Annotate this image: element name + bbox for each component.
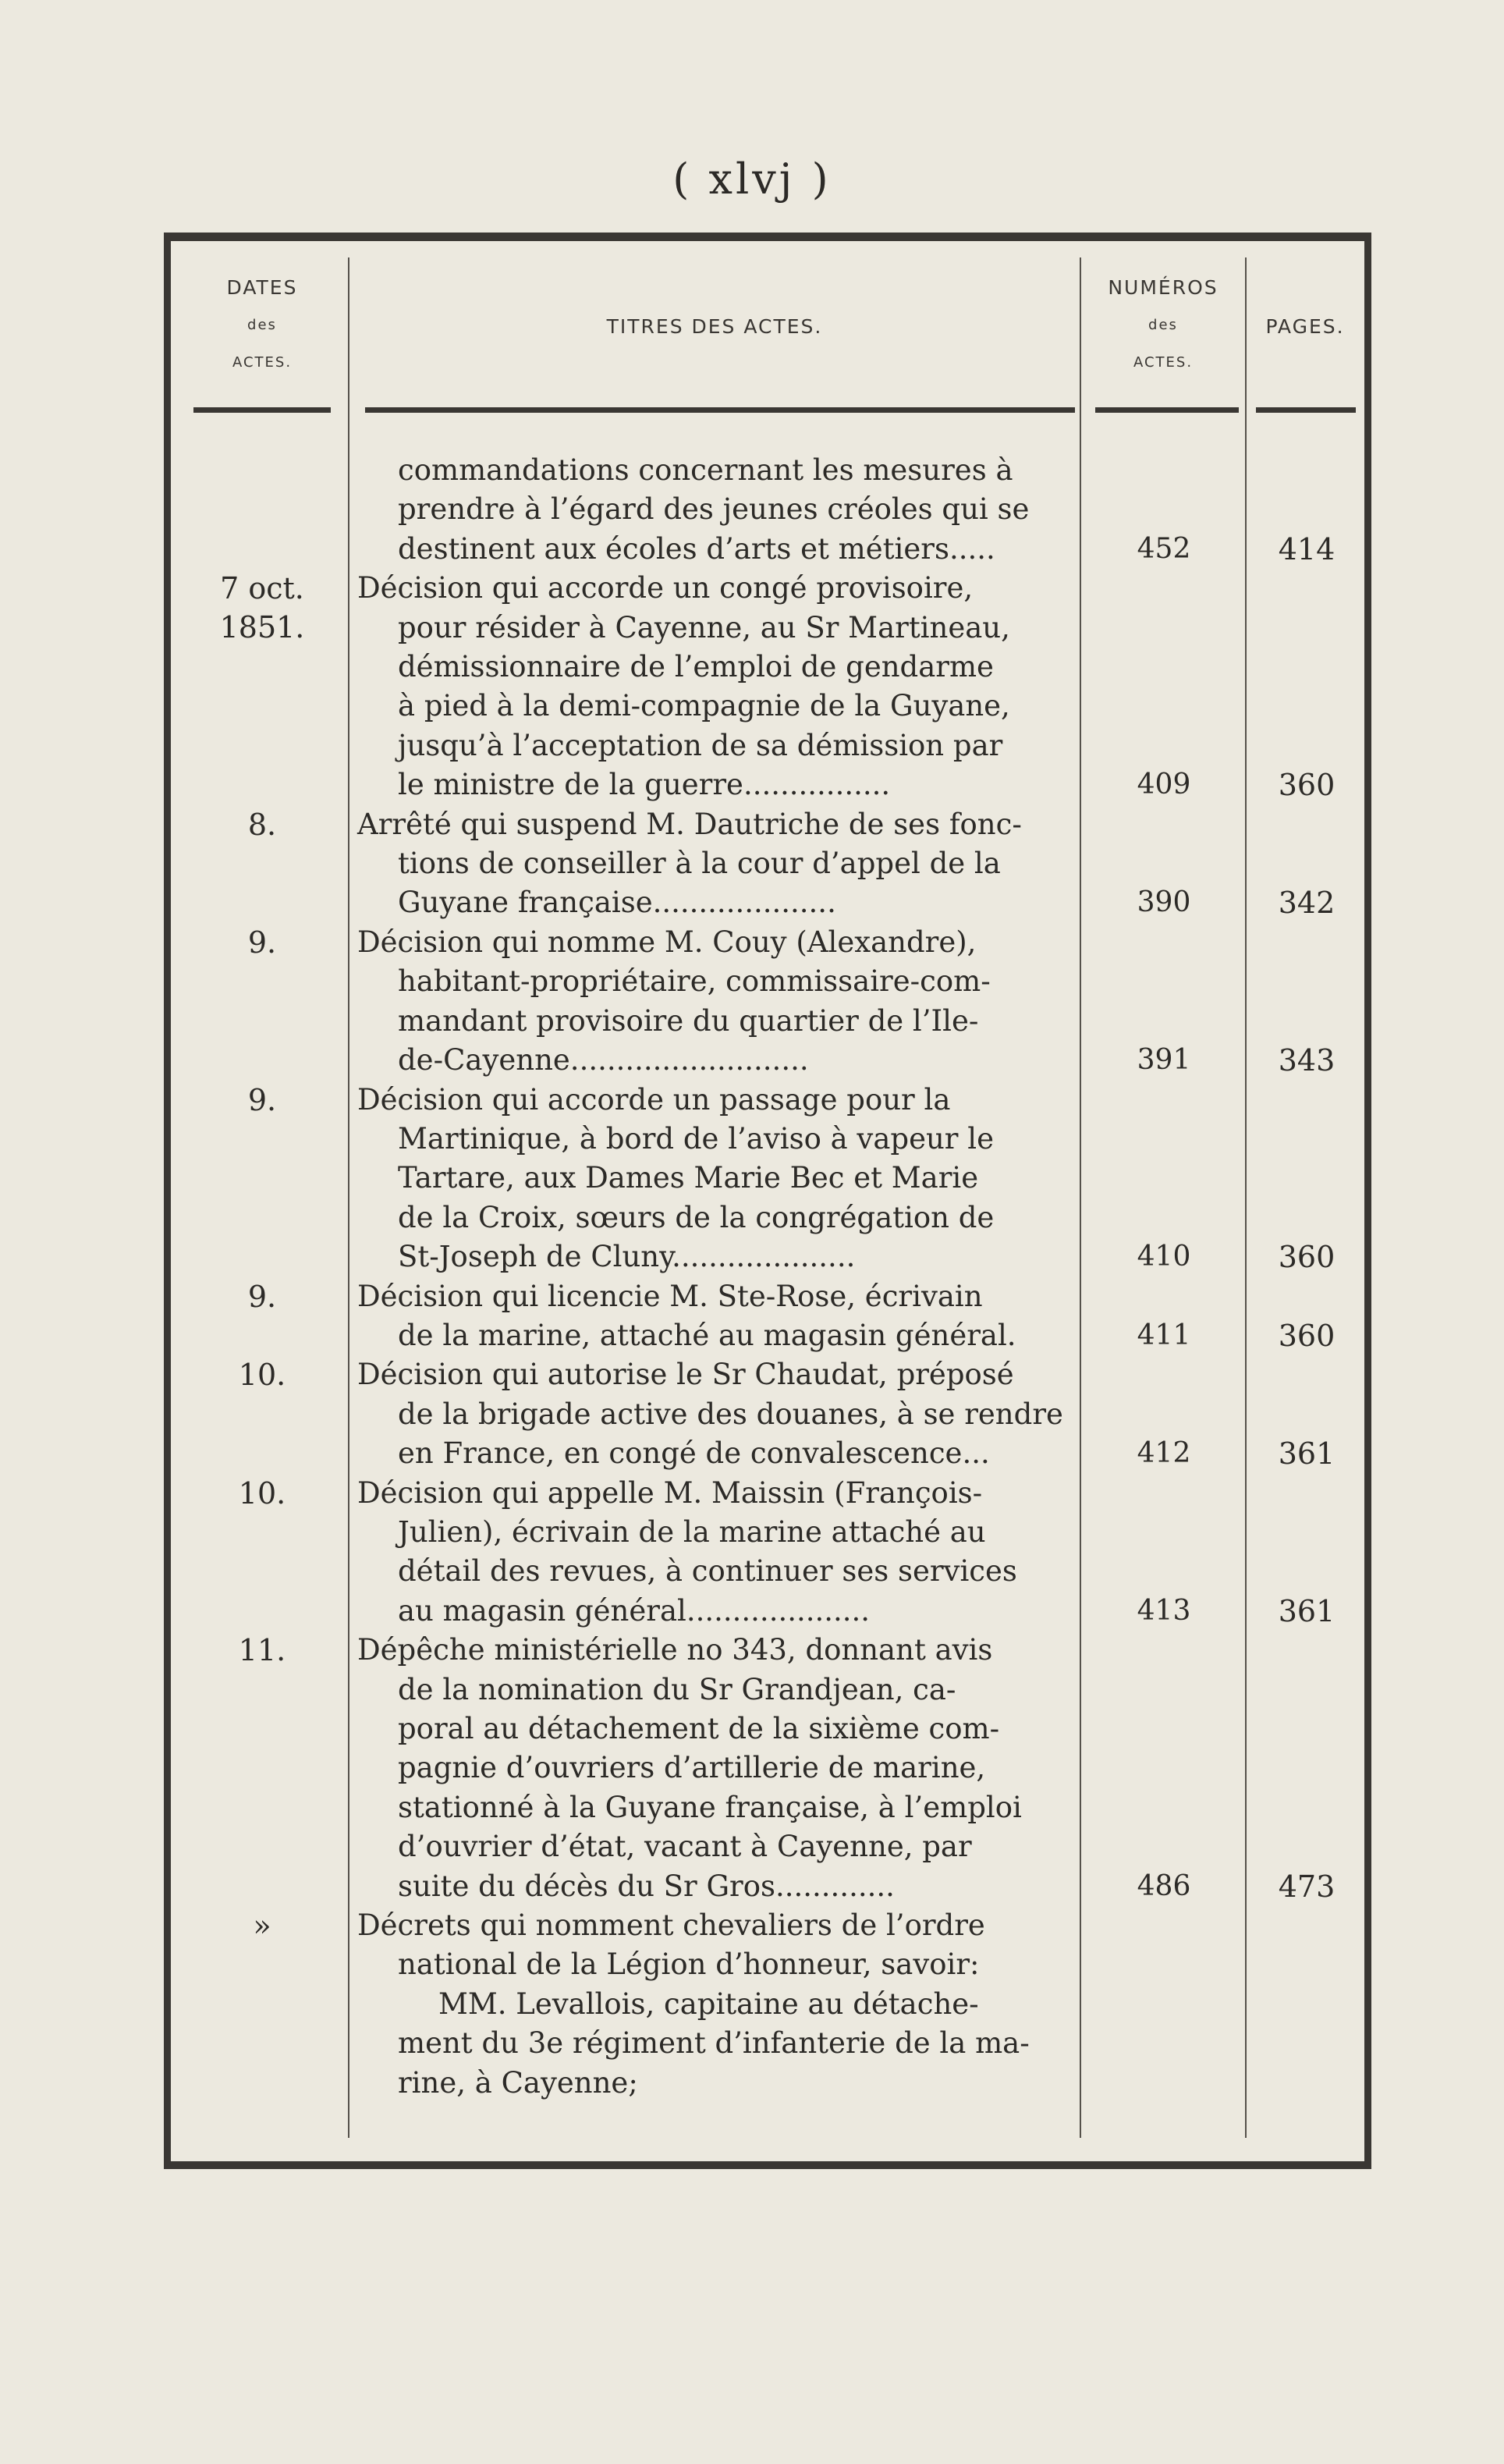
entry-title-line: ment du 3e régiment d’infanterie de la ma- <box>398 2026 1030 2061</box>
entry-title-line: au magasin général.................... <box>398 1593 871 1628</box>
entry-numero: 391 <box>1137 1044 1191 1077</box>
entry-date <box>176 805 348 844</box>
entry-date-day: » <box>253 1908 271 1944</box>
header-pages <box>1247 308 1364 346</box>
entry-date-day: 9. <box>247 1279 277 1314</box>
entry-title-line: Décision qui accorde un congé provisoire, <box>357 571 974 605</box>
entry-title <box>357 1631 1077 1906</box>
entry-date <box>176 1355 348 1394</box>
header-numeros-line1: NUMÉROS <box>1108 276 1218 299</box>
entries-list <box>0 451 1504 2103</box>
entry-title-line: stationné à la Guyane française, à l’emploi <box>398 1790 1022 1824</box>
entry-title <box>357 805 1077 923</box>
entry-title-line: Guyane française.................... <box>398 886 836 920</box>
table-row <box>0 1081 1504 1277</box>
entry-date-day: 10. <box>238 1475 286 1511</box>
entry-title <box>357 569 1077 804</box>
header-dates <box>176 269 348 382</box>
entry-title-line: de la Croix, sœurs de la congrégation de <box>398 1200 995 1234</box>
entry-numero: 413 <box>1137 1594 1191 1627</box>
entry-title <box>357 1277 1077 1356</box>
entry-title-line: pagnie d’ouvriers d’artillerie de marine, <box>398 1751 986 1785</box>
header-dates-line1: DATES <box>226 276 298 299</box>
header-rule-titres <box>365 407 1075 413</box>
entry-title-line: de la nomination du Sr Grandjean, ca- <box>398 1672 956 1706</box>
entry-title-line: de-Cayenne.......................... <box>398 1043 809 1078</box>
table-row <box>0 1631 1504 1906</box>
header-dates-line2: des <box>247 317 277 333</box>
entry-title-line: Julien), écrivain de la marine attaché au <box>398 1514 986 1549</box>
entry-title-line: St-Joseph de Cluny.................... <box>398 1240 856 1274</box>
entry-title-line: de la marine, attaché au magasin général. <box>398 1318 1016 1352</box>
entry-page: 473 <box>1278 1869 1336 1904</box>
entry-numero: 452 <box>1137 532 1191 565</box>
entry-title-line: Arrêté qui suspend M. Dautriche de ses fonc- <box>357 807 1022 841</box>
entry-title-line: prendre à l’égard des jeunes créoles qui se <box>398 492 1030 527</box>
entry-title-line: Décision qui appelle M. Maissin (François- <box>357 1475 983 1510</box>
entry-date <box>176 1631 348 1670</box>
entry-date-year: 1851. <box>219 610 305 645</box>
entry-title-line: destinent aux écoles d’arts et métiers..... <box>398 531 995 566</box>
entry-title-line: national de la Légion d’honneur, savoir: <box>398 1947 980 1982</box>
table-row <box>0 1355 1504 1473</box>
entry-numero: 390 <box>1137 886 1191 919</box>
entry-title-line: Tartare, aux Dames Marie Bec et Marie <box>398 1161 979 1195</box>
entry-title-line: commandations concernant les mesures à <box>398 453 1013 487</box>
entry-title <box>357 1081 1077 1277</box>
entry-numero: 411 <box>1137 1319 1191 1351</box>
entry-title-line: en France, en congé de convalescence... <box>398 1436 990 1471</box>
header-rule-numeros <box>1095 407 1239 413</box>
entry-title-line: à pied à la demi-compagnie de la Guyane, <box>398 689 1010 723</box>
header-numeros <box>1081 269 1245 382</box>
entry-date <box>176 923 348 962</box>
entry-title-line: suite du décès du Sr Gros............. <box>398 1869 895 1903</box>
entry-title-line: Décision qui nomme M. Couy (Alexandre), <box>357 925 977 959</box>
entry-page: 342 <box>1278 886 1336 921</box>
entry-numero: 486 <box>1137 1869 1191 1902</box>
entry-title-line: pour résider à Cayenne, au Sr Martineau, <box>398 610 1010 644</box>
entry-title-line: habitant-propriétaire, commissaire-com- <box>398 964 991 999</box>
entry-numero: 409 <box>1137 769 1191 801</box>
entry-title-line: Dépêche ministérielle no 343, donnant avis <box>357 1633 993 1667</box>
entry-title-line: démissionnaire de l’emploi de gendarme <box>398 650 994 684</box>
entry-title-line: de la brigade active des douanes, à se rendre <box>398 1397 1063 1431</box>
entry-date <box>176 1081 348 1120</box>
entry-title-line: MM. Levallois, capitaine au détache- <box>438 1986 979 2021</box>
entry-page: 361 <box>1278 1593 1336 1628</box>
entry-title-line: d’ouvrier d’état, vacant à Cayenne, par <box>398 1830 972 1864</box>
entry-title-line: Décrets qui nomment chevaliers de l’ordre <box>357 1908 985 1943</box>
entry-title-line: poral au détachement de la sixième com- <box>398 1712 1000 1745</box>
entry-page: 360 <box>1278 768 1336 803</box>
entry-date-day: 9. <box>247 925 277 960</box>
entry-date <box>176 1474 348 1513</box>
entry-page: 361 <box>1278 1436 1336 1472</box>
header-rule-pages <box>1256 407 1356 413</box>
entry-title <box>357 1474 1077 1631</box>
table-row <box>0 1474 1504 1631</box>
entry-title <box>357 1906 1077 2103</box>
entry-date-day: 8. <box>247 807 277 842</box>
header-rule-dates <box>193 407 331 413</box>
entry-page: 414 <box>1278 531 1336 566</box>
header-numeros-line2: des <box>1148 317 1178 333</box>
table-row <box>0 451 1504 569</box>
entry-title-line: Martinique, à bord de l’aviso à vapeur le <box>398 1121 994 1156</box>
table-row <box>0 923 1504 1081</box>
entry-numero: 412 <box>1137 1437 1191 1470</box>
table-row <box>0 569 1504 804</box>
entry-date-day: 9. <box>247 1082 277 1117</box>
header-numeros-line3: ACTES. <box>1133 354 1194 371</box>
entry-date <box>176 1277 348 1316</box>
entry-date <box>176 1906 348 1945</box>
entry-title <box>357 451 1077 569</box>
entry-title-line: jusqu’à l’acceptation de sa démission par <box>398 728 1003 762</box>
entry-title-line: Décision qui autorise le Sr Chaudat, préposé <box>357 1358 1014 1392</box>
table-row <box>0 1277 1504 1356</box>
entry-date-day: 10. <box>238 1358 286 1393</box>
page-number: ( xlvj ) <box>672 154 832 204</box>
entry-title-line: Décision qui accorde un passage pour la <box>357 1082 951 1117</box>
entry-title <box>357 923 1077 1081</box>
entry-page: 343 <box>1278 1043 1336 1078</box>
entry-title-line: rine, à Cayenne; <box>398 2065 638 2100</box>
table-row <box>0 1906 1504 2103</box>
bottom-rule <box>164 2161 1371 2169</box>
table-row <box>0 805 1504 923</box>
entry-numero: 410 <box>1137 1241 1191 1273</box>
entry-page: 360 <box>1278 1318 1336 1353</box>
top-rule <box>164 233 1371 241</box>
entry-page: 360 <box>1278 1240 1336 1275</box>
entry-date <box>176 569 348 647</box>
entry-date-day: 7 oct. <box>220 571 304 606</box>
header-titres-label: TITRES DES ACTES. <box>606 315 823 338</box>
header-dates-line3: ACTES. <box>232 354 293 371</box>
entry-title-line: le ministre de la guerre................ <box>398 768 891 802</box>
entry-title <box>357 1355 1077 1473</box>
entry-title-line: tions de conseiller à la cour d’appel de la <box>398 847 1001 881</box>
entry-title-line: détail des revues, à continuer ses services <box>398 1554 1017 1589</box>
header-titres <box>349 308 1080 346</box>
entry-date-day: 11. <box>238 1633 286 1668</box>
entry-title-line: mandant provisoire du quartier de l’Ile- <box>398 1003 979 1038</box>
entry-title-line: Décision qui licencie M. Ste-Rose, écrivain <box>357 1279 983 1313</box>
header-pages-label: PAGES. <box>1265 315 1345 338</box>
